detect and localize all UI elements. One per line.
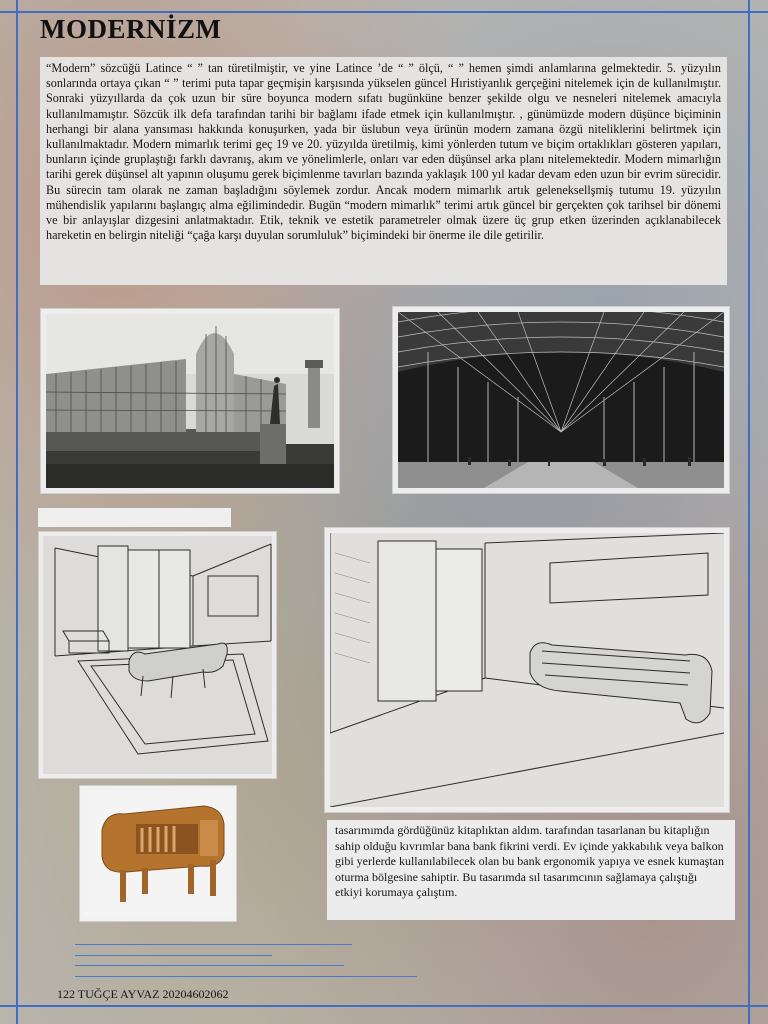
- page-footer: 122 TUĞÇE AYVAZ 20204602062: [57, 987, 229, 1001]
- underline-2: [75, 955, 272, 956]
- underline-1: [75, 944, 352, 945]
- page-title: MODERNİZM: [40, 14, 222, 44]
- frame-bottom-line: [0, 1005, 768, 1007]
- crystal-palace-interior-engraving: [392, 306, 730, 494]
- room-perspective-sketch-large: [324, 527, 730, 813]
- frame-right-line: [748, 0, 750, 1024]
- design-description: tasarımımda gördüğünüz kitaplıktan aldım. tarafından tasarlanan bu kitaplığın sahip olduğu kıvrımlar bana bank fikrini verdi. Ev içinde yakkabılık veya balkon gibi yerlerde kullanılabilecek olan bu bank ergonomik yapıya ve esnek kumaştan oturma bölgesine sahiptir. Bu tasarımda sıl tasarımcının sağlamaya çalıştığı etkiyi korumaya çalıştım.: [335, 823, 724, 900]
- caption-strip: [38, 508, 231, 527]
- crystal-palace-exterior-photo: [40, 308, 340, 494]
- intro-text-panel: [40, 57, 727, 285]
- underline-3: [75, 965, 344, 966]
- underline-4: [75, 976, 417, 977]
- room-perspective-sketch-small: [38, 531, 277, 779]
- frame-top-line: [0, 11, 768, 13]
- design-description-panel: [327, 820, 735, 920]
- frame-left-line: [16, 0, 18, 1024]
- intro-paragraph: “Modern” sözcüğü Latince “ ” tan türetilmiştir, ve yine Latince ’de “ ” ölçü, “ ” hemen şimdi anlamlarına gelmektedir. 5. yüzyılın sonlarında ortaya çıkan “ ” terimi puta tapar geçmişin karşısında yükselen güncel Hıristiyanlık gerçeğini nitelemek için de kullanılmıştır. Sonraki yüzyıllarda da çok uzun bir süre boyunca modern sıfatı bugünküne benzer şekilde olgu ve nesneleri nitelemek amacıyla kullanılmamıştır. Sözcük ilk defa tarafından tarihi bir bağlamı ifade etmek için kullanılmıştır. , günümüzde modern düşünce biçiminin herhangi bir alana yansıması hakkında konuşurken, yada bir üslubun veya ürünün modern zamana özgü niteliklerini belirtmek için kullanılmaktadır. Modern mimarlık terimi geç 19 ve 20. yüzyılda üretilmiş, kimi yönlerden tutum ve biçim ortaklıkları gösteren yapıları, bunların içinde gruplaştığı farklı davranış, akım ve yönelimlerle, onları var eden düşünsel arka planı nitelemektedir. Modern mimarlığın tarihi gerek düşünsel alt yapının oluşumu gerek biçimlenme tavırları bazında yaklaşık 100 yıl kadar devam eden uzun bir evrim sürecidir. Bu sürecin tam olarak ne zaman başladığını söylemek zordur. Ancak modern mimarlık artık geleneksellşmiş tutumu 19. yüzyılın mühendislik yapılarını başlangıç alma eğilimindedir. Bugün “modern mimarlık” terimi artık güncel bir gerçekten çok tarihsel bir dönemi ve bir anlayışlar dizgesini anlatmaktadır. Etik, teknik ve estetik parametreler olmak üzere üç grup etken üzerinden açıklanabilecek hareketin en belirgin niteliği “çağa karşı duyulan sorumluluk” biçimindeki bir önerme ile dile getirilir.: [46, 61, 721, 243]
- wooden-bookshelf-photo: [79, 785, 237, 922]
